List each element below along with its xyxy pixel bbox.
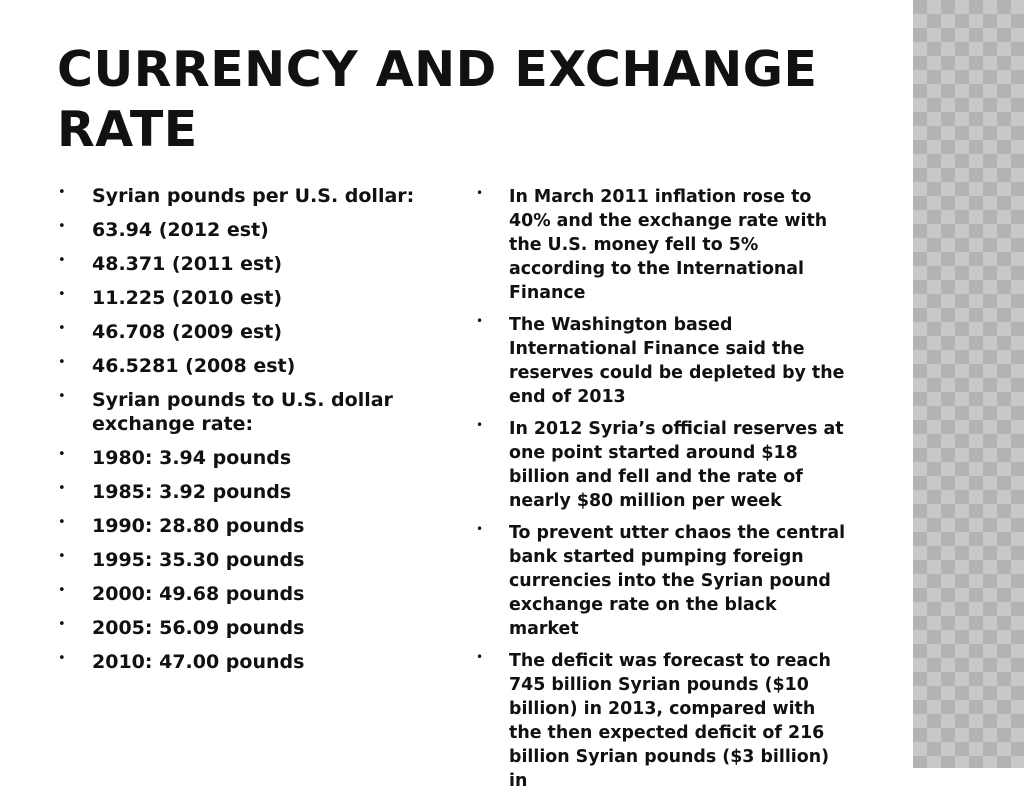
list-item: • 48.371 (2011 est): [58, 252, 438, 276]
slide-title: CURRENCY AND EXCHANGE RATE: [57, 41, 818, 158]
list-item: • 46.5281 (2008 est): [58, 354, 438, 378]
list-item: • Syrian pounds to U.S. dollar exchange rate:: [58, 388, 438, 436]
list-item: • 63.94 (2012 est): [58, 218, 438, 242]
left-bullet-list: [58, 184, 438, 684]
right-bullet-list: [476, 185, 851, 801]
list-item: • In March 2011 inflation rose to 40% and the exchange rate with the U.S. money fell to 5% according to the International Finance: [476, 185, 851, 305]
list-item: • To prevent utter chaos the central bank started pumping foreign currencies into the Syrian pound exchange rate on the black market: [476, 521, 851, 641]
list-item: • 46.708 (2009 est): [58, 320, 438, 344]
list-item: • The deficit was forecast to reach 745 billion Syrian pounds ($10 billion) in 2013, compared with the then expected deficit of 216 billion Syrian pounds ($3 billion) in: [476, 649, 851, 793]
list-item: • 1990: 28.80 pounds: [58, 514, 438, 538]
list-item: • 2005: 56.09 pounds: [58, 616, 438, 640]
list-item: • 1995: 35.30 pounds: [58, 548, 438, 572]
list-item: • 2010: 47.00 pounds: [58, 650, 438, 674]
list-item: • The Washington based International Finance said the reserves could be depleted by the end of 2013: [476, 313, 851, 409]
list-item: • 1980: 3.94 pounds: [58, 446, 438, 470]
list-item: • In 2012 Syria’s official reserves at one point started around $18 billion and fell and the rate of nearly $80 million per week: [476, 417, 851, 513]
list-item: • 2000: 49.68 pounds: [58, 582, 438, 606]
list-item: • 11.225 (2010 est): [58, 286, 438, 310]
list-item: • 1985: 3.92 pounds: [58, 480, 438, 504]
decorative-side-band: [913, 0, 1024, 768]
list-item: • Syrian pounds per U.S. dollar:: [58, 184, 438, 208]
